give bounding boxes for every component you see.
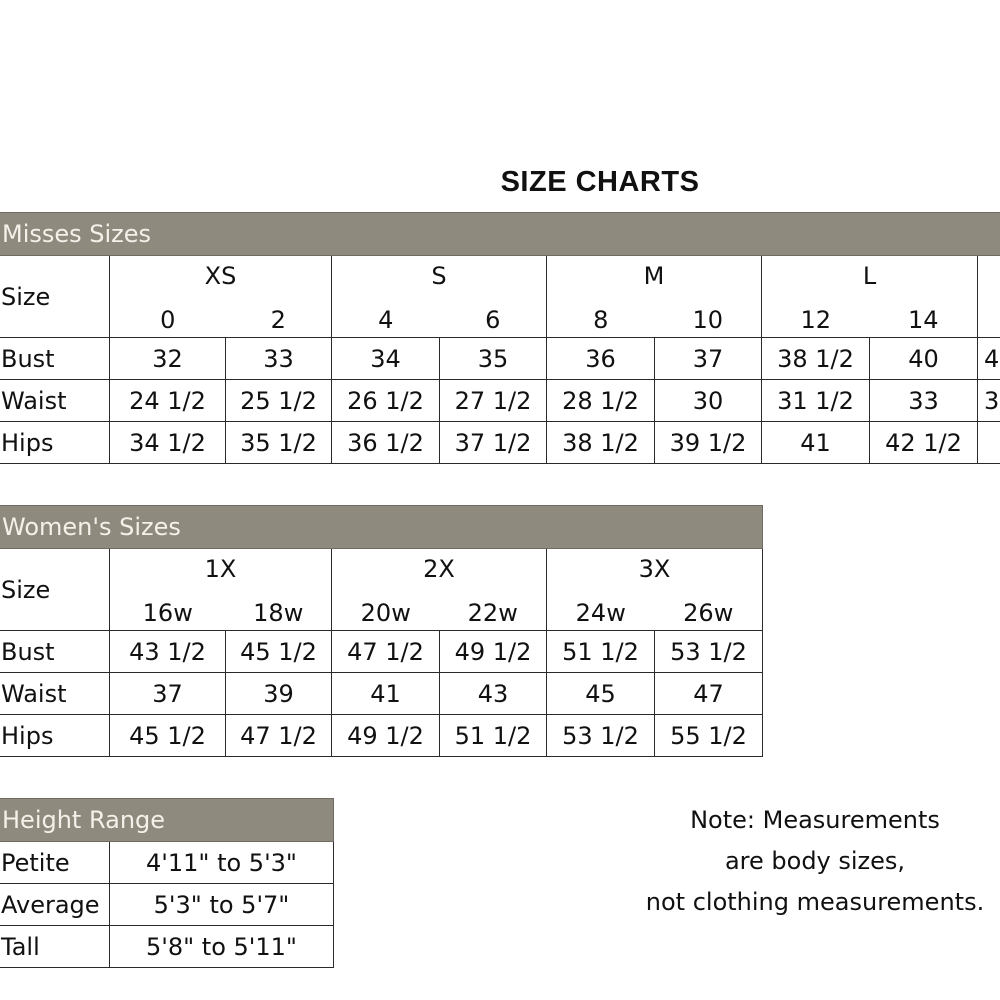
womens-group-3x: 3X xyxy=(547,549,763,590)
cell: 5'3" to 5'7" xyxy=(110,884,334,926)
misses-group-m: M xyxy=(547,256,762,297)
cell: 37 1/2 xyxy=(440,422,547,464)
table-row xyxy=(0,926,334,968)
note-line: are body sizes, xyxy=(724,847,906,875)
cell: 49 1/2 xyxy=(440,631,547,673)
cell: 24 1/2 xyxy=(110,380,226,422)
cell: 51 1/2 xyxy=(440,715,547,757)
misses-group-s: S xyxy=(332,256,547,297)
womens-size-20w: 20w xyxy=(332,590,440,631)
measurement-note xyxy=(630,800,1000,923)
row-label: Petite xyxy=(0,842,110,884)
cell: 37 xyxy=(655,338,762,380)
row-label: Hips xyxy=(0,715,110,757)
misses-size-label: Size xyxy=(0,256,110,338)
cell: 25 1/2 xyxy=(226,380,332,422)
womens-header: Women's Sizes xyxy=(0,506,763,549)
misses-size-0: 0 xyxy=(110,297,226,338)
cell: 31 1/2 xyxy=(762,380,870,422)
womens-size-label: Size xyxy=(0,549,110,631)
height-header: Height Range xyxy=(0,799,334,842)
cell: 33 xyxy=(870,380,978,422)
cell: 34 xyxy=(332,338,440,380)
cell: 35 xyxy=(440,338,547,380)
cell-cut: 4 xyxy=(978,338,1000,380)
womens-size-22w: 22w xyxy=(440,590,547,631)
row-label: Waist xyxy=(0,380,110,422)
cell: 47 1/2 xyxy=(332,631,440,673)
cell: 28 1/2 xyxy=(547,380,655,422)
cell: 26 1/2 xyxy=(332,380,440,422)
row-label: Average xyxy=(0,884,110,926)
table-row xyxy=(0,631,763,673)
misses-size-cut xyxy=(978,297,1000,338)
cell-cut xyxy=(978,422,1000,464)
cell: 40 xyxy=(870,338,978,380)
table-row xyxy=(0,673,763,715)
cell: 4'11" to 5'3" xyxy=(110,842,334,884)
misses-group-xs: XS xyxy=(110,256,332,297)
misses-size-4: 4 xyxy=(332,297,440,338)
misses-group-l: L xyxy=(762,256,978,297)
note-line: not clothing measurements. xyxy=(645,888,985,916)
misses-size-6: 6 xyxy=(440,297,547,338)
cell: 37 xyxy=(110,673,226,715)
womens-size-18w: 18w xyxy=(226,590,332,631)
table-row xyxy=(0,380,1000,422)
womens-size-24w: 24w xyxy=(547,590,655,631)
note-line: Note: Measurements xyxy=(690,806,940,834)
row-label: Tall xyxy=(0,926,110,968)
cell: 53 1/2 xyxy=(547,715,655,757)
womens-size-16w: 16w xyxy=(110,590,226,631)
cell: 36 xyxy=(547,338,655,380)
row-label: Waist xyxy=(0,673,110,715)
table-row xyxy=(0,338,1000,380)
misses-size-12: 12 xyxy=(762,297,870,338)
cell: 55 1/2 xyxy=(655,715,763,757)
cell: 47 xyxy=(655,673,763,715)
table-row xyxy=(0,842,334,884)
table-row xyxy=(0,715,763,757)
misses-group-cut xyxy=(978,256,1000,297)
cell: 45 1/2 xyxy=(226,631,332,673)
cell: 42 1/2 xyxy=(870,422,978,464)
table-row xyxy=(0,884,334,926)
cell: 35 1/2 xyxy=(226,422,332,464)
womens-size-table xyxy=(0,505,763,757)
cell: 43 1/2 xyxy=(110,631,226,673)
row-label: Bust xyxy=(0,338,110,380)
cell: 39 xyxy=(226,673,332,715)
cell: 38 1/2 xyxy=(547,422,655,464)
cell: 30 xyxy=(655,380,762,422)
misses-size-10: 10 xyxy=(655,297,762,338)
cell-cut: 3 xyxy=(978,380,1000,422)
womens-group-2x: 2X xyxy=(332,549,547,590)
womens-size-26w: 26w xyxy=(655,590,763,631)
cell: 38 1/2 xyxy=(762,338,870,380)
row-label: Bust xyxy=(0,631,110,673)
misses-size-table xyxy=(0,212,1000,464)
cell: 36 1/2 xyxy=(332,422,440,464)
cell: 5'8" to 5'11" xyxy=(110,926,334,968)
cell: 33 xyxy=(226,338,332,380)
table-row xyxy=(0,422,1000,464)
cell: 47 1/2 xyxy=(226,715,332,757)
cell: 39 1/2 xyxy=(655,422,762,464)
cell: 43 xyxy=(440,673,547,715)
misses-size-2: 2 xyxy=(226,297,332,338)
cell: 34 1/2 xyxy=(110,422,226,464)
misses-header: Misses Sizes xyxy=(0,213,1000,256)
womens-group-1x: 1X xyxy=(110,549,332,590)
cell: 41 xyxy=(332,673,440,715)
page-title: SIZE CHARTS xyxy=(500,166,700,198)
cell: 41 xyxy=(762,422,870,464)
misses-size-8: 8 xyxy=(547,297,655,338)
cell: 45 xyxy=(547,673,655,715)
cell: 53 1/2 xyxy=(655,631,763,673)
misses-size-14: 14 xyxy=(870,297,978,338)
cell: 51 1/2 xyxy=(547,631,655,673)
cell: 49 1/2 xyxy=(332,715,440,757)
cell: 45 1/2 xyxy=(110,715,226,757)
cell: 27 1/2 xyxy=(440,380,547,422)
row-label: Hips xyxy=(0,422,110,464)
height-range-table xyxy=(0,798,334,968)
cell: 32 xyxy=(110,338,226,380)
